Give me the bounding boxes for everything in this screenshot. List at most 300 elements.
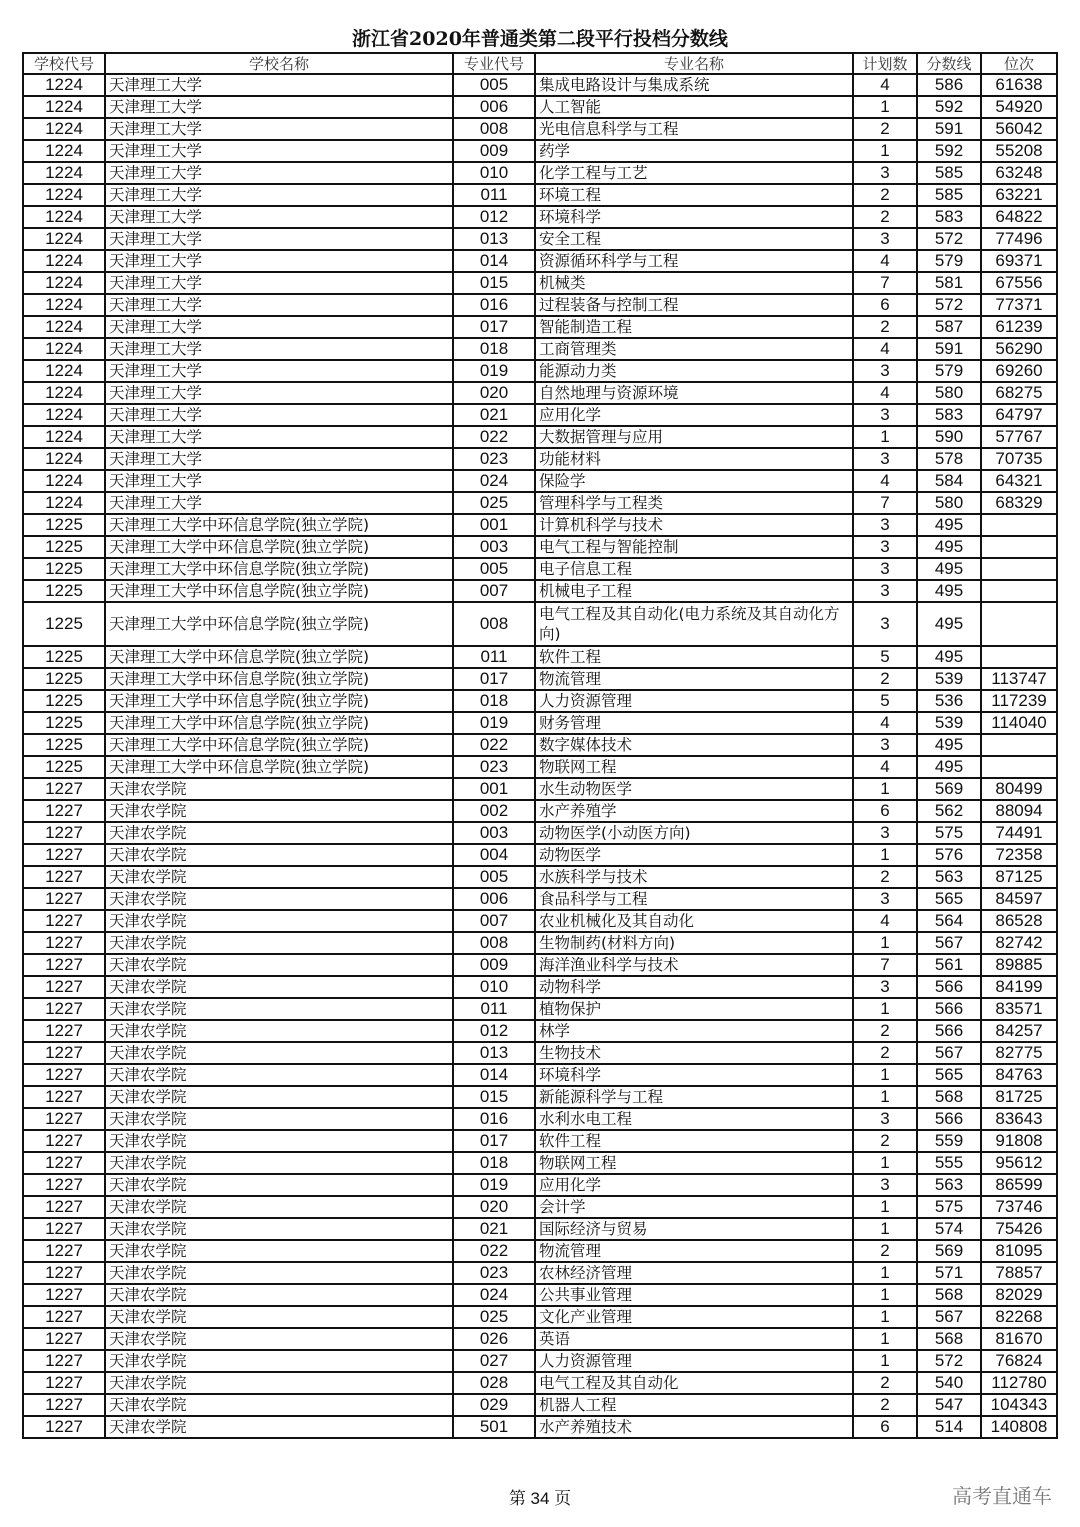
cell-school-name: 天津农学院 bbox=[105, 1416, 453, 1438]
table-row bbox=[23, 756, 1057, 778]
cell-major-code: 023 bbox=[453, 756, 535, 778]
cell-major-name: 环境科学 bbox=[535, 206, 853, 228]
cell-cutoff-score: 539 bbox=[917, 668, 981, 690]
cell-plan-count: 1 bbox=[853, 1328, 917, 1350]
cell-major-code: 018 bbox=[453, 1152, 535, 1174]
watermark: 高考直通车 bbox=[952, 1484, 1052, 1508]
cell-cutoff-score: 495 bbox=[917, 580, 981, 602]
cell-rank: 84597 bbox=[981, 888, 1057, 910]
cell-major-name: 保险学 bbox=[535, 470, 853, 492]
cell-major-name: 机器人工程 bbox=[535, 1394, 853, 1416]
table-row bbox=[23, 272, 1057, 294]
cell-school-name: 天津农学院 bbox=[105, 954, 453, 976]
cell-rank: 86599 bbox=[981, 1174, 1057, 1196]
cell-rank: 81095 bbox=[981, 1240, 1057, 1262]
cell-cutoff-score: 564 bbox=[917, 910, 981, 932]
cell-school-name: 天津理工大学中环信息学院(独立学院) bbox=[105, 558, 453, 580]
cell-school-code: 1225 bbox=[23, 734, 105, 756]
table-row bbox=[23, 1262, 1057, 1284]
table-row bbox=[23, 1394, 1057, 1416]
cell-rank: 56290 bbox=[981, 338, 1057, 360]
cell-school-code: 1225 bbox=[23, 646, 105, 668]
cell-major-code: 009 bbox=[453, 954, 535, 976]
cell-school-name: 天津理工大学 bbox=[105, 404, 453, 426]
cell-rank: 89885 bbox=[981, 954, 1057, 976]
cell-plan-count: 2 bbox=[853, 1020, 917, 1042]
cell-school-name: 天津理工大学 bbox=[105, 426, 453, 448]
cell-major-name: 集成电路设计与集成系统 bbox=[535, 74, 853, 96]
cell-rank: 84257 bbox=[981, 1020, 1057, 1042]
cell-school-name: 天津理工大学 bbox=[105, 228, 453, 250]
cell-rank: 64797 bbox=[981, 404, 1057, 426]
cell-rank: 87125 bbox=[981, 866, 1057, 888]
cell-plan-count: 3 bbox=[853, 1174, 917, 1196]
cell-major-name: 应用化学 bbox=[535, 404, 853, 426]
cell-major-code: 029 bbox=[453, 1394, 535, 1416]
cell-major-code: 012 bbox=[453, 206, 535, 228]
cell-cutoff-score: 574 bbox=[917, 1218, 981, 1240]
cell-cutoff-score: 591 bbox=[917, 118, 981, 140]
header-row bbox=[23, 53, 1057, 74]
cell-school-name: 天津理工大学 bbox=[105, 118, 453, 140]
cell-cutoff-score: 555 bbox=[917, 1152, 981, 1174]
table-row bbox=[23, 1108, 1057, 1130]
cell-cutoff-score: 566 bbox=[917, 998, 981, 1020]
cell-plan-count: 2 bbox=[853, 184, 917, 206]
cell-major-name: 环境科学 bbox=[535, 1064, 853, 1086]
cell-major-name: 生物制药(材料方向) bbox=[535, 932, 853, 954]
cell-cutoff-score: 563 bbox=[917, 866, 981, 888]
cell-school-code: 1227 bbox=[23, 1240, 105, 1262]
cell-school-code: 1225 bbox=[23, 580, 105, 602]
cell-cutoff-score: 575 bbox=[917, 822, 981, 844]
table-row bbox=[23, 1064, 1057, 1086]
cell-rank: 72358 bbox=[981, 844, 1057, 866]
cell-rank: 113747 bbox=[981, 668, 1057, 690]
cell-plan-count: 1 bbox=[853, 1196, 917, 1218]
cell-school-code: 1224 bbox=[23, 96, 105, 118]
cell-major-name: 农林经济管理 bbox=[535, 1262, 853, 1284]
header-rank: 位次 bbox=[981, 53, 1057, 74]
cell-major-code: 018 bbox=[453, 338, 535, 360]
cell-rank: 104343 bbox=[981, 1394, 1057, 1416]
table-row bbox=[23, 360, 1057, 382]
cell-plan-count: 3 bbox=[853, 888, 917, 910]
cell-cutoff-score: 569 bbox=[917, 1240, 981, 1262]
cell-cutoff-score: 495 bbox=[917, 536, 981, 558]
table-row bbox=[23, 910, 1057, 932]
cell-school-name: 天津农学院 bbox=[105, 844, 453, 866]
cell-major-code: 008 bbox=[453, 118, 535, 140]
cell-school-name: 天津农学院 bbox=[105, 1042, 453, 1064]
cell-school-code: 1227 bbox=[23, 1350, 105, 1372]
cell-cutoff-score: 495 bbox=[917, 646, 981, 668]
cell-cutoff-score: 495 bbox=[917, 558, 981, 580]
cell-school-code: 1224 bbox=[23, 162, 105, 184]
cell-major-code: 020 bbox=[453, 382, 535, 404]
cell-school-name: 天津理工大学中环信息学院(独立学院) bbox=[105, 668, 453, 690]
cell-school-name: 天津理工大学 bbox=[105, 294, 453, 316]
cell-school-name: 天津理工大学中环信息学院(独立学院) bbox=[105, 536, 453, 558]
cell-major-code: 021 bbox=[453, 404, 535, 426]
cell-major-code: 025 bbox=[453, 492, 535, 514]
cell-major-code: 017 bbox=[453, 316, 535, 338]
cell-school-name: 天津农学院 bbox=[105, 1284, 453, 1306]
cell-major-name: 动物医学(小动医方向) bbox=[535, 822, 853, 844]
cell-rank: 61239 bbox=[981, 316, 1057, 338]
cell-plan-count: 4 bbox=[853, 712, 917, 734]
cell-school-name: 天津理工大学 bbox=[105, 382, 453, 404]
cell-major-name: 工商管理类 bbox=[535, 338, 853, 360]
cell-major-name: 文化产业管理 bbox=[535, 1306, 853, 1328]
cell-school-name: 天津理工大学中环信息学院(独立学院) bbox=[105, 712, 453, 734]
cell-school-code: 1224 bbox=[23, 118, 105, 140]
cell-school-code: 1225 bbox=[23, 602, 105, 646]
cell-school-name: 天津农学院 bbox=[105, 1240, 453, 1262]
cell-plan-count: 2 bbox=[853, 866, 917, 888]
cell-major-code: 013 bbox=[453, 1042, 535, 1064]
cell-major-name: 国际经济与贸易 bbox=[535, 1218, 853, 1240]
cell-school-name: 天津农学院 bbox=[105, 998, 453, 1020]
table-row bbox=[23, 954, 1057, 976]
cell-school-name: 天津农学院 bbox=[105, 932, 453, 954]
cell-plan-count: 3 bbox=[853, 162, 917, 184]
cell-school-name: 天津理工大学 bbox=[105, 338, 453, 360]
table-row bbox=[23, 800, 1057, 822]
table-row bbox=[23, 1174, 1057, 1196]
table-row bbox=[23, 998, 1057, 1020]
cell-school-name: 天津理工大学 bbox=[105, 360, 453, 382]
cell-major-code: 014 bbox=[453, 250, 535, 272]
cell-cutoff-score: 495 bbox=[917, 514, 981, 536]
cell-rank: 83643 bbox=[981, 1108, 1057, 1130]
cell-school-code: 1224 bbox=[23, 382, 105, 404]
cell-plan-count: 3 bbox=[853, 448, 917, 470]
cell-major-name: 食品科学与工程 bbox=[535, 888, 853, 910]
cell-rank bbox=[981, 580, 1057, 602]
cell-school-code: 1227 bbox=[23, 1174, 105, 1196]
cell-major-code: 005 bbox=[453, 558, 535, 580]
cell-plan-count: 2 bbox=[853, 668, 917, 690]
cell-rank: 64321 bbox=[981, 470, 1057, 492]
cell-plan-count: 3 bbox=[853, 360, 917, 382]
cell-plan-count: 3 bbox=[853, 602, 917, 646]
table-row bbox=[23, 250, 1057, 272]
cell-cutoff-score: 559 bbox=[917, 1130, 981, 1152]
table-row bbox=[23, 668, 1057, 690]
cell-major-code: 007 bbox=[453, 910, 535, 932]
page-number: 第 34 页 bbox=[508, 1489, 572, 1508]
cell-cutoff-score: 568 bbox=[917, 1284, 981, 1306]
table-row bbox=[23, 492, 1057, 514]
cell-rank: 56042 bbox=[981, 118, 1057, 140]
cell-rank bbox=[981, 734, 1057, 756]
header-school-name: 学校名称 bbox=[105, 53, 453, 74]
cell-rank: 74491 bbox=[981, 822, 1057, 844]
cell-plan-count: 2 bbox=[853, 118, 917, 140]
cell-major-name: 公共事业管理 bbox=[535, 1284, 853, 1306]
cell-plan-count: 1 bbox=[853, 1152, 917, 1174]
cell-plan-count: 2 bbox=[853, 316, 917, 338]
cell-cutoff-score: 579 bbox=[917, 360, 981, 382]
cell-plan-count: 4 bbox=[853, 338, 917, 360]
table-row bbox=[23, 1306, 1057, 1328]
cell-major-name: 计算机科学与技术 bbox=[535, 514, 853, 536]
cell-major-name: 机械电子工程 bbox=[535, 580, 853, 602]
cell-school-code: 1227 bbox=[23, 822, 105, 844]
cell-major-code: 001 bbox=[453, 778, 535, 800]
cell-plan-count: 3 bbox=[853, 404, 917, 426]
cell-school-name: 天津农学院 bbox=[105, 1218, 453, 1240]
cell-rank: 84199 bbox=[981, 976, 1057, 998]
cell-major-code: 501 bbox=[453, 1416, 535, 1438]
cell-plan-count: 2 bbox=[853, 1394, 917, 1416]
cell-plan-count: 6 bbox=[853, 294, 917, 316]
cell-major-name: 过程装备与控制工程 bbox=[535, 294, 853, 316]
cell-major-name: 林学 bbox=[535, 1020, 853, 1042]
cell-school-name: 天津理工大学 bbox=[105, 250, 453, 272]
cell-major-name: 电气工程与智能控制 bbox=[535, 536, 853, 558]
cell-major-code: 017 bbox=[453, 1130, 535, 1152]
cell-school-name: 天津农学院 bbox=[105, 1306, 453, 1328]
cell-school-code: 1224 bbox=[23, 338, 105, 360]
cell-school-name: 天津理工大学 bbox=[105, 316, 453, 338]
cell-school-code: 1227 bbox=[23, 1394, 105, 1416]
cell-school-code: 1227 bbox=[23, 998, 105, 1020]
cell-school-name: 天津农学院 bbox=[105, 910, 453, 932]
cell-cutoff-score: 584 bbox=[917, 470, 981, 492]
cell-school-code: 1225 bbox=[23, 668, 105, 690]
cell-plan-count: 1 bbox=[853, 1218, 917, 1240]
cell-school-code: 1227 bbox=[23, 976, 105, 998]
cell-major-code: 010 bbox=[453, 976, 535, 998]
cell-plan-count: 1 bbox=[853, 1350, 917, 1372]
cell-plan-count: 1 bbox=[853, 998, 917, 1020]
cell-major-code: 003 bbox=[453, 822, 535, 844]
cell-cutoff-score: 583 bbox=[917, 404, 981, 426]
cell-major-name: 人力资源管理 bbox=[535, 1350, 853, 1372]
cell-major-code: 016 bbox=[453, 294, 535, 316]
cell-cutoff-score: 591 bbox=[917, 338, 981, 360]
cell-cutoff-score: 585 bbox=[917, 184, 981, 206]
cell-plan-count: 2 bbox=[853, 206, 917, 228]
cell-plan-count: 3 bbox=[853, 558, 917, 580]
cell-rank: 82742 bbox=[981, 932, 1057, 954]
cell-major-code: 023 bbox=[453, 1262, 535, 1284]
cell-school-name: 天津理工大学中环信息学院(独立学院) bbox=[105, 646, 453, 668]
cell-school-code: 1224 bbox=[23, 228, 105, 250]
cell-school-code: 1227 bbox=[23, 778, 105, 800]
table-row bbox=[23, 932, 1057, 954]
table-row bbox=[23, 74, 1057, 96]
cell-rank: 61638 bbox=[981, 74, 1057, 96]
cell-major-name: 管理科学与工程类 bbox=[535, 492, 853, 514]
cell-rank: 84763 bbox=[981, 1064, 1057, 1086]
cell-rank bbox=[981, 536, 1057, 558]
cell-school-code: 1225 bbox=[23, 756, 105, 778]
table-row bbox=[23, 316, 1057, 338]
table-row bbox=[23, 1152, 1057, 1174]
table-row bbox=[23, 536, 1057, 558]
cell-major-name: 软件工程 bbox=[535, 1130, 853, 1152]
cell-school-code: 1224 bbox=[23, 470, 105, 492]
cell-cutoff-score: 565 bbox=[917, 888, 981, 910]
cell-cutoff-score: 571 bbox=[917, 1262, 981, 1284]
cell-major-code: 005 bbox=[453, 74, 535, 96]
table-row bbox=[23, 558, 1057, 580]
cell-school-code: 1227 bbox=[23, 1196, 105, 1218]
table-row bbox=[23, 844, 1057, 866]
table-row bbox=[23, 778, 1057, 800]
cell-major-name: 大数据管理与应用 bbox=[535, 426, 853, 448]
cell-plan-count: 1 bbox=[853, 1284, 917, 1306]
cell-plan-count: 1 bbox=[853, 426, 917, 448]
cell-school-code: 1227 bbox=[23, 1130, 105, 1152]
cell-plan-count: 5 bbox=[853, 690, 917, 712]
cell-cutoff-score: 580 bbox=[917, 492, 981, 514]
table-row bbox=[23, 1328, 1057, 1350]
table-row bbox=[23, 822, 1057, 844]
cell-cutoff-score: 569 bbox=[917, 778, 981, 800]
cell-school-name: 天津农学院 bbox=[105, 1372, 453, 1394]
cell-major-code: 015 bbox=[453, 272, 535, 294]
table-row bbox=[23, 1020, 1057, 1042]
cell-school-name: 天津农学院 bbox=[105, 1328, 453, 1350]
cell-school-name: 天津理工大学 bbox=[105, 74, 453, 96]
cell-major-code: 003 bbox=[453, 536, 535, 558]
cell-major-code: 022 bbox=[453, 1240, 535, 1262]
cell-major-code: 011 bbox=[453, 184, 535, 206]
cell-major-name: 英语 bbox=[535, 1328, 853, 1350]
cell-school-name: 天津理工大学 bbox=[105, 140, 453, 162]
cell-school-code: 1224 bbox=[23, 426, 105, 448]
cell-school-code: 1227 bbox=[23, 844, 105, 866]
table-row bbox=[23, 1372, 1057, 1394]
cell-rank: 67556 bbox=[981, 272, 1057, 294]
table-row bbox=[23, 382, 1057, 404]
cell-cutoff-score: 566 bbox=[917, 976, 981, 998]
cell-plan-count: 3 bbox=[853, 734, 917, 756]
cell-cutoff-score: 579 bbox=[917, 250, 981, 272]
cell-school-name: 天津理工大学 bbox=[105, 470, 453, 492]
cell-major-code: 006 bbox=[453, 888, 535, 910]
table-row bbox=[23, 184, 1057, 206]
cell-plan-count: 1 bbox=[853, 1086, 917, 1108]
table-row bbox=[23, 646, 1057, 668]
cell-rank bbox=[981, 558, 1057, 580]
cell-cutoff-score: 585 bbox=[917, 162, 981, 184]
cell-major-code: 001 bbox=[453, 514, 535, 536]
cell-major-name: 物流管理 bbox=[535, 1240, 853, 1262]
cell-rank: 117239 bbox=[981, 690, 1057, 712]
cell-cutoff-score: 567 bbox=[917, 1042, 981, 1064]
cell-school-code: 1224 bbox=[23, 316, 105, 338]
cell-cutoff-score: 592 bbox=[917, 140, 981, 162]
cell-school-code: 1225 bbox=[23, 712, 105, 734]
cell-plan-count: 3 bbox=[853, 514, 917, 536]
cell-major-name: 水利水电工程 bbox=[535, 1108, 853, 1130]
cell-rank: 112780 bbox=[981, 1372, 1057, 1394]
cell-school-name: 天津理工大学中环信息学院(独立学院) bbox=[105, 580, 453, 602]
cell-school-code: 1227 bbox=[23, 910, 105, 932]
cell-cutoff-score: 514 bbox=[917, 1416, 981, 1438]
cell-school-code: 1227 bbox=[23, 1328, 105, 1350]
cell-school-name: 天津农学院 bbox=[105, 778, 453, 800]
cell-school-code: 1227 bbox=[23, 866, 105, 888]
cell-plan-count: 1 bbox=[853, 96, 917, 118]
cell-school-name: 天津农学院 bbox=[105, 822, 453, 844]
cell-plan-count: 6 bbox=[853, 800, 917, 822]
cell-school-name: 天津理工大学中环信息学院(独立学院) bbox=[105, 690, 453, 712]
cell-cutoff-score: 568 bbox=[917, 1328, 981, 1350]
cell-major-name: 电气工程及其自动化(电力系统及其自动化方向) bbox=[535, 602, 853, 646]
cell-major-code: 019 bbox=[453, 712, 535, 734]
table-row bbox=[23, 580, 1057, 602]
cell-plan-count: 2 bbox=[853, 1240, 917, 1262]
cell-plan-count: 1 bbox=[853, 778, 917, 800]
cell-rank bbox=[981, 646, 1057, 668]
cell-school-name: 天津理工大学中环信息学院(独立学院) bbox=[105, 734, 453, 756]
cell-plan-count: 4 bbox=[853, 756, 917, 778]
cell-cutoff-score: 561 bbox=[917, 954, 981, 976]
header-cutoff-score: 分数线 bbox=[917, 53, 981, 74]
cell-school-name: 天津农学院 bbox=[105, 1350, 453, 1372]
cell-major-code: 018 bbox=[453, 690, 535, 712]
cell-plan-count: 4 bbox=[853, 470, 917, 492]
cell-plan-count: 4 bbox=[853, 382, 917, 404]
table-row bbox=[23, 690, 1057, 712]
cell-cutoff-score: 536 bbox=[917, 690, 981, 712]
cell-school-name: 天津农学院 bbox=[105, 1152, 453, 1174]
cell-plan-count: 1 bbox=[853, 1306, 917, 1328]
cell-school-code: 1227 bbox=[23, 1152, 105, 1174]
cell-cutoff-score: 565 bbox=[917, 1064, 981, 1086]
cell-rank: 114040 bbox=[981, 712, 1057, 734]
table-row bbox=[23, 976, 1057, 998]
cell-rank: 75426 bbox=[981, 1218, 1057, 1240]
table-row bbox=[23, 1416, 1057, 1438]
cell-major-code: 026 bbox=[453, 1328, 535, 1350]
cell-rank: 82268 bbox=[981, 1306, 1057, 1328]
cell-cutoff-score: 586 bbox=[917, 74, 981, 96]
cell-major-code: 008 bbox=[453, 932, 535, 954]
cell-school-name: 天津农学院 bbox=[105, 1394, 453, 1416]
cell-school-code: 1227 bbox=[23, 1284, 105, 1306]
table-row bbox=[23, 140, 1057, 162]
cell-plan-count: 4 bbox=[853, 910, 917, 932]
cell-cutoff-score: 581 bbox=[917, 272, 981, 294]
cell-plan-count: 1 bbox=[853, 932, 917, 954]
cell-major-code: 014 bbox=[453, 1064, 535, 1086]
cell-rank: 57767 bbox=[981, 426, 1057, 448]
cell-school-code: 1225 bbox=[23, 558, 105, 580]
table-row bbox=[23, 96, 1057, 118]
cell-major-code: 028 bbox=[453, 1372, 535, 1394]
table-row bbox=[23, 734, 1057, 756]
cell-major-name: 机械类 bbox=[535, 272, 853, 294]
cell-rank: 68329 bbox=[981, 492, 1057, 514]
cell-school-name: 天津理工大学 bbox=[105, 448, 453, 470]
cell-major-code: 024 bbox=[453, 1284, 535, 1306]
cell-plan-count: 3 bbox=[853, 976, 917, 998]
cell-plan-count: 2 bbox=[853, 1372, 917, 1394]
cell-cutoff-score: 587 bbox=[917, 316, 981, 338]
cell-major-code: 008 bbox=[453, 602, 535, 646]
cell-major-code: 010 bbox=[453, 162, 535, 184]
cell-major-code: 022 bbox=[453, 426, 535, 448]
cell-rank: 70735 bbox=[981, 448, 1057, 470]
cell-major-name: 人工智能 bbox=[535, 96, 853, 118]
